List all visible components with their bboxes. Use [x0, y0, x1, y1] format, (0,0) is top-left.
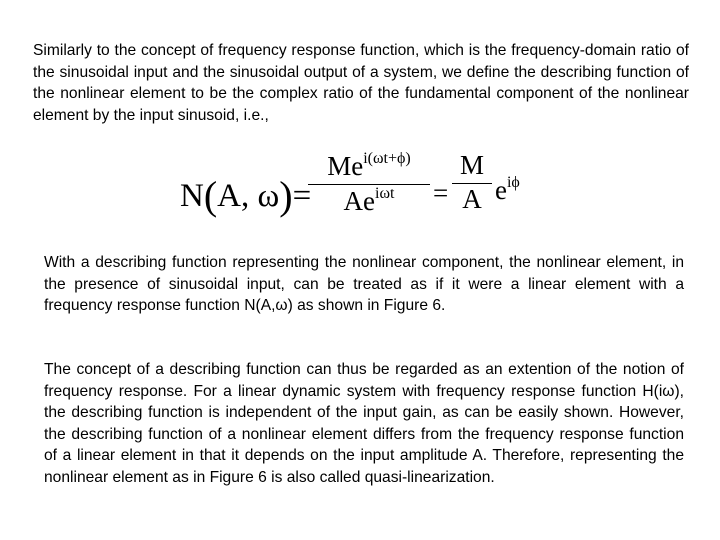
lhs-function-symbol: N — [180, 178, 204, 214]
phase-exponent: iϕ — [506, 174, 520, 191]
equation-lhs — [180, 172, 311, 219]
phase-base: e — [495, 175, 507, 205]
fraction-numerator — [308, 150, 430, 182]
lhs-close-paren: ) — [279, 173, 293, 218]
denominator-exponent: iωt — [375, 185, 395, 202]
describing-function-equation — [180, 148, 540, 232]
fraction-denominator — [308, 185, 430, 217]
lhs-arguments: A, ω — [217, 178, 280, 214]
amplitude-denominator: A — [462, 184, 482, 214]
amplitude-fraction — [452, 150, 492, 215]
lhs-open-paren: ( — [203, 173, 218, 218]
equals-sign-1: = — [292, 178, 312, 214]
denominator-base: Ae — [343, 186, 376, 216]
ratio-fraction — [308, 150, 430, 217]
second-paragraph: With a describing function representing the nonlinear component, the nonlinear element, in the presence of sinusoidal input, can be treated as if it were a linear element with a frequency response function N(A,ω) as shown in Figure 6. — [44, 254, 684, 314]
numerator-base: Me — [327, 151, 364, 181]
third-paragraph: The concept of a describing function can thus be regarded as an extention of the notion of frequency response. For a linear dynamic system with frequency response function H(iω), the describing function is independent of the input gain, as can be easily shown. However, the describing function of a nonlinear element differs from the frequency response function of a linear element in that it depends on the input amplitude A. Therefore, representing the nonlinear element as in Figure 6 is also called quasi-linearization. — [44, 361, 684, 486]
numerator-exponent: i(ωt+ϕ) — [363, 150, 411, 167]
phase-exponential — [495, 174, 520, 206]
amplitude-numerator: M — [459, 150, 484, 180]
intro-paragraph: Similarly to the concept of frequency response function, which is the frequency-domain ratio of the sinusoidal input and the sinusoidal output of a system, we define the describing function of the nonlinear element to be the complex ratio of the fundamental component of the nonlinear element by the input sinusoid, i.e., — [33, 42, 689, 124]
equals-sign-2: = — [433, 178, 449, 208]
